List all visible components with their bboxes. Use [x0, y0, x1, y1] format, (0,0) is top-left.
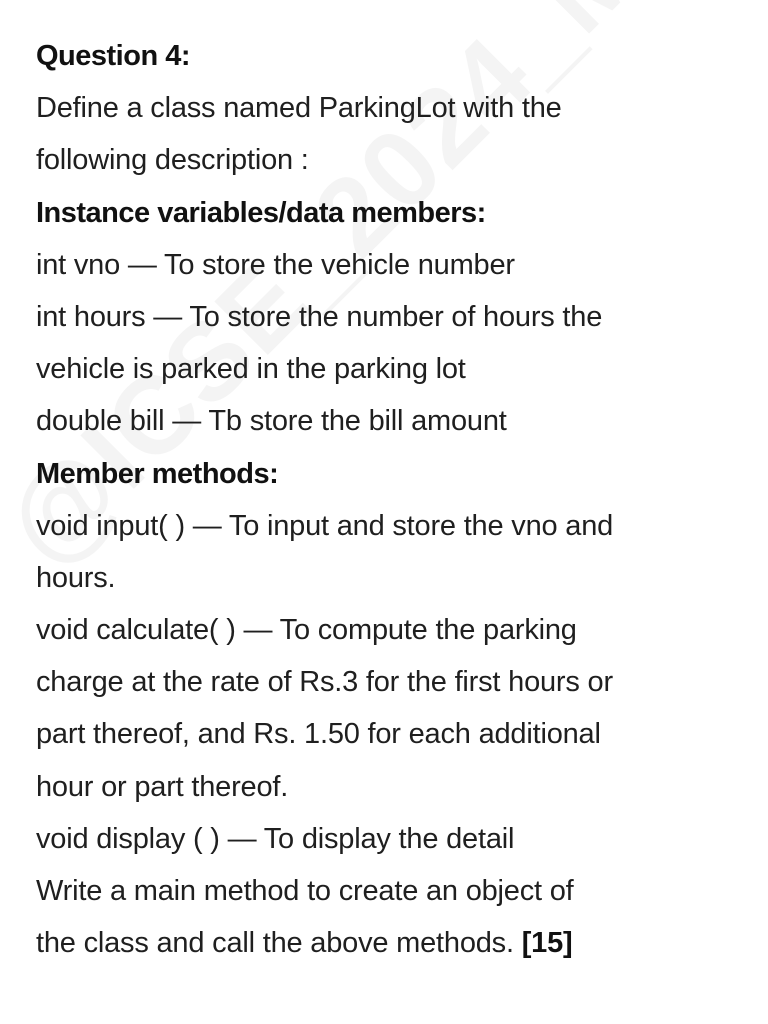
section-heading-member-methods: Member methods:	[36, 457, 279, 490]
text-line: charge at the rate of Rs.3 for the first hours or	[36, 666, 613, 699]
last-line	[36, 917, 736, 969]
text-line: double bill — Tb store the bill amount	[36, 405, 507, 438]
text-line: void input( ) — To input and store the vno and	[36, 509, 614, 542]
question-text	[36, 30, 736, 969]
text-line: void display ( ) — To display the detail	[36, 822, 515, 855]
marks-badge: [15]	[521, 927, 573, 960]
text-line: hours.	[36, 561, 116, 594]
text-line: int hours — To store the number of hours the	[36, 300, 603, 333]
section-heading-instance-variables: Instance variables/data members:	[36, 196, 486, 229]
text-line: part thereof, and Rs. 1.50 for each additional	[36, 718, 601, 751]
text-line: hour or part thereof.	[36, 770, 289, 803]
text-line: Write a main method to create an object of	[36, 875, 574, 907]
text-line: the class and call the above methods.	[36, 927, 522, 960]
question-heading: Question 4:	[36, 40, 191, 72]
text-line: following description :	[36, 144, 309, 177]
text-line: void calculate( ) — To compute the parking	[36, 614, 577, 647]
text-line: int vno — To store the vehicle number	[36, 248, 515, 281]
text-line: Define a class named ParkingLot with the	[36, 92, 562, 125]
text-line: vehicle is parked in the parking lot	[36, 353, 466, 386]
